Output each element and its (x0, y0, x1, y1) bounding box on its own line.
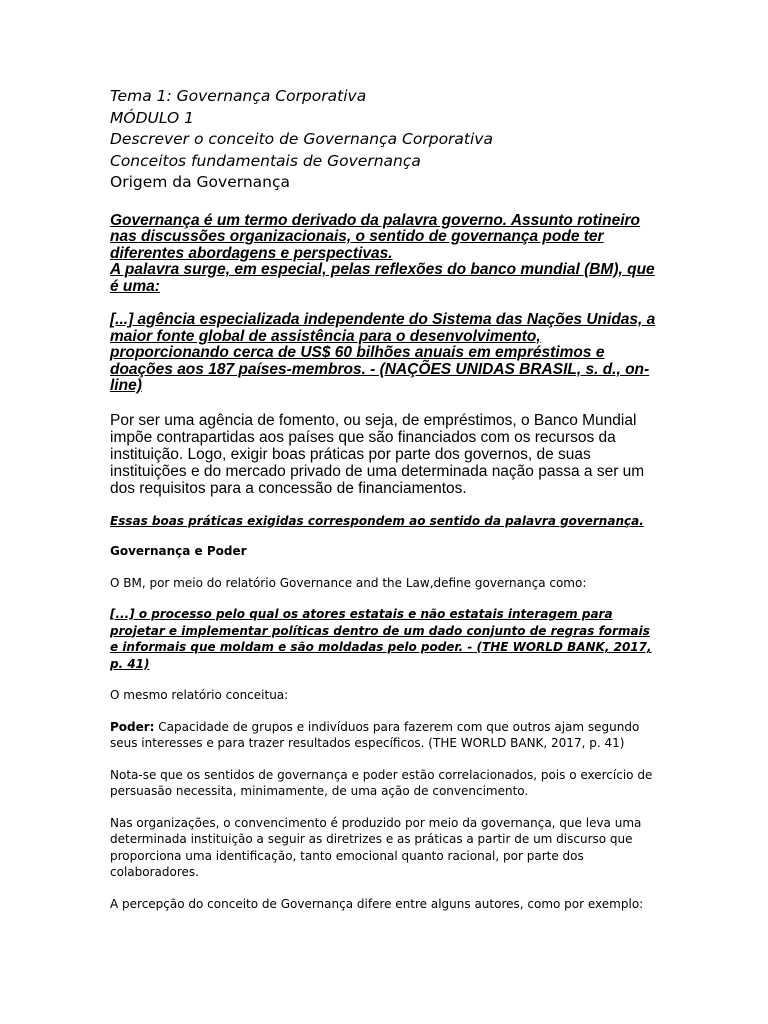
conceitos-heading: Conceitos fundamentais de Governança (110, 151, 421, 170)
descrever-heading: Descrever o conceito de Governança Corporativa (110, 130, 493, 148)
world-bank-quote: [...] o processo pelo qual os atores estatais e não estatais interagem para projetar e implementar políticas dentro de um dado conjunto de regras formais e informais que moldam e são moldadas pelo poder. - (THE WORLD BANK, 2017, p. 41) (110, 607, 652, 671)
section-title: Governança e Poder (110, 544, 247, 558)
tema-heading: Tema 1: Governança Corporativa (110, 87, 367, 105)
boas-praticas-line: Essas boas práticas exigidas correspondem ao sentido da palavra governança. (110, 513, 644, 528)
nota-paragraph: Nota-se que os sentidos de governança e poder estão correlacionados, pois o exercício de persuasão necessita, minimamente, de uma ação de convencimento. (110, 767, 653, 798)
intro-paragraph-1: Governança é um termo derivado da palavra governo. Assunto rotineiro nas discussões organizacionais, o sentido de governança pode ter diferentes abordagens e perspectivas. (110, 211, 641, 262)
bm-quote: [...] agência especializada independente do Sistema das Nações Unidas, a maior fonte global de assistência para o desenvolvimento, proporcionando cerca de US$ 60 bilhões anuais em empréstimos e doações aos 187 países-membros. - (NAÇÕES UNIDAS BRASIL, s. d., on-line) (110, 311, 656, 394)
modulo-heading: MÓDULO 1 (110, 108, 195, 127)
organizacoes-paragraph: Nas organizações, o convencimento é produzido por meio da governança, que leva uma determinada instituição a seguir as diretrizes e as práticas a partir de um discurso que proporciona uma identificação, tanto emocional quanto racional, por parte dos colaboradores. (110, 815, 642, 879)
document-page (110, 86, 660, 912)
origem-heading: Origem da Governança (110, 173, 291, 191)
fomento-paragraph: Por ser uma agência de fomento, ou seja, de empréstimos, o Banco Mundial impõe contrapartidas aos países que são financiados com os recursos da instituição. Logo, exigir boas práticas por parte dos governos, de suas instituições e do mercado privado de uma determinada nação passa a ser um dos requisitos para a concessão de financiamentos. (110, 411, 645, 497)
poder-label: Poder: (110, 719, 155, 734)
intro-paragraph-2: A palavra surge, em especial, pelas reflexões do banco mundial (BM), que é uma: (110, 261, 655, 295)
bm-define-line: O BM, por meio do relatório Governance and the Law,define governança como: (110, 575, 587, 590)
mesmo-relatorio-line: O mesmo relatório conceitua: (110, 688, 289, 702)
percepcao-line: A percepção do conceito de Governança difere entre alguns autores, como por exemplo: (110, 896, 644, 911)
poder-definition (110, 719, 660, 752)
poder-text: Capacidade de grupos e indivíduos para fazerem com que outros ajam segundo seus interesses e para trazer resultados específicos. (THE WORLD BANK, 2017, p. 41) (110, 719, 640, 750)
